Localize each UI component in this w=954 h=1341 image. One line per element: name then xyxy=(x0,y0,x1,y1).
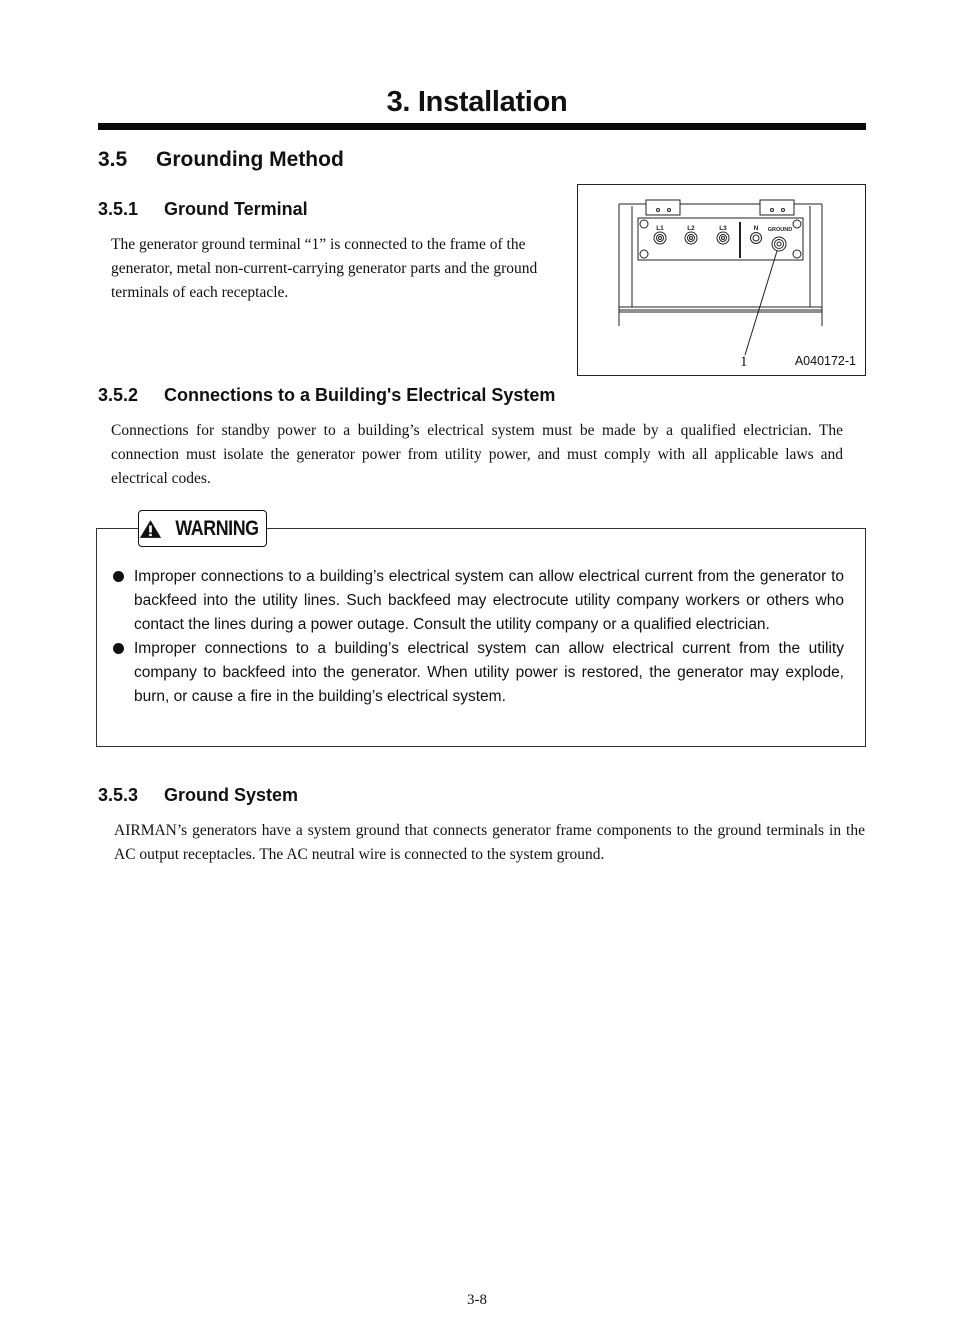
terminal-label-l2: L2 xyxy=(687,225,695,232)
warning-list xyxy=(110,565,844,709)
subsection-heading-building-connections xyxy=(98,385,555,406)
warning-item xyxy=(110,637,844,709)
ground-system-paragraph: AIRMAN’s generators have a system ground that connects generator frame components to the ground terminals in the AC output receptacles. The AC neutral wire is connected to the system ground. xyxy=(114,822,865,863)
section-title: Grounding Method xyxy=(156,148,344,171)
bullet-icon xyxy=(113,643,124,654)
figure-callout-number: 1 xyxy=(740,354,748,370)
subsection-heading-ground-terminal xyxy=(98,199,308,220)
figure-code: A040172-1 xyxy=(794,354,856,368)
terminal-panel-diagram xyxy=(578,185,865,375)
chapter-title: 3. Installation xyxy=(386,86,568,118)
subsection-title: Ground System xyxy=(164,785,299,805)
subsection-number: 3.5.3 xyxy=(98,785,139,805)
page-number: 3-8 xyxy=(467,1292,487,1308)
warning-triangle-icon xyxy=(139,518,162,540)
subsection-title: Connections to a Building's Electrical System xyxy=(164,385,556,405)
warning-border-top xyxy=(96,528,138,529)
building-connections-paragraph: Connections for standby power to a building’s electrical system must be made by a qualified electrician. The connection must isolate the generator power from utility power, and must comply with all applicable laws and electrical codes. xyxy=(111,422,843,487)
section-heading xyxy=(98,148,344,172)
bullet-icon xyxy=(113,571,124,582)
subsection-heading-ground-system xyxy=(98,785,298,806)
section-number: 3.5 xyxy=(98,148,128,171)
chapter-divider xyxy=(98,123,866,130)
subsection-number: 3.5.1 xyxy=(98,199,139,219)
warning-item xyxy=(110,565,844,637)
warning-item-text: Improper connections to a building’s electrical system can allow electrical current from the utility company to backfeed into the generator. When utility power is restored, the generator may explode, burn, or cause a fire in the building’s electrical system. xyxy=(134,640,844,705)
warning-item-text: Improper connections to a building’s electrical system can allow electrical current from the generator to backfeed into the utility lines. Such backfeed may electrocute utility company workers or others who contact the lines during a power outage. Consult the utility company or a qualified electrician. xyxy=(134,568,844,633)
warning-label: WARNING xyxy=(175,516,259,540)
terminal-label-l1: L1 xyxy=(656,225,664,232)
subsection-title: Ground Terminal xyxy=(164,199,308,219)
ground-terminal-figure xyxy=(577,184,866,376)
terminal-label-l3: L3 xyxy=(719,225,727,232)
warning-border-top xyxy=(267,528,865,529)
terminal-label-ground: GROUND xyxy=(767,227,793,233)
warning-badge xyxy=(138,510,267,547)
ground-terminal-paragraph: The generator ground terminal “1” is connected to the frame of the generator, metal non-current-carrying generator parts and the ground terminals of each receptacle. xyxy=(111,236,538,301)
subsection-number: 3.5.2 xyxy=(98,385,139,405)
terminal-label-n: N xyxy=(753,225,759,232)
